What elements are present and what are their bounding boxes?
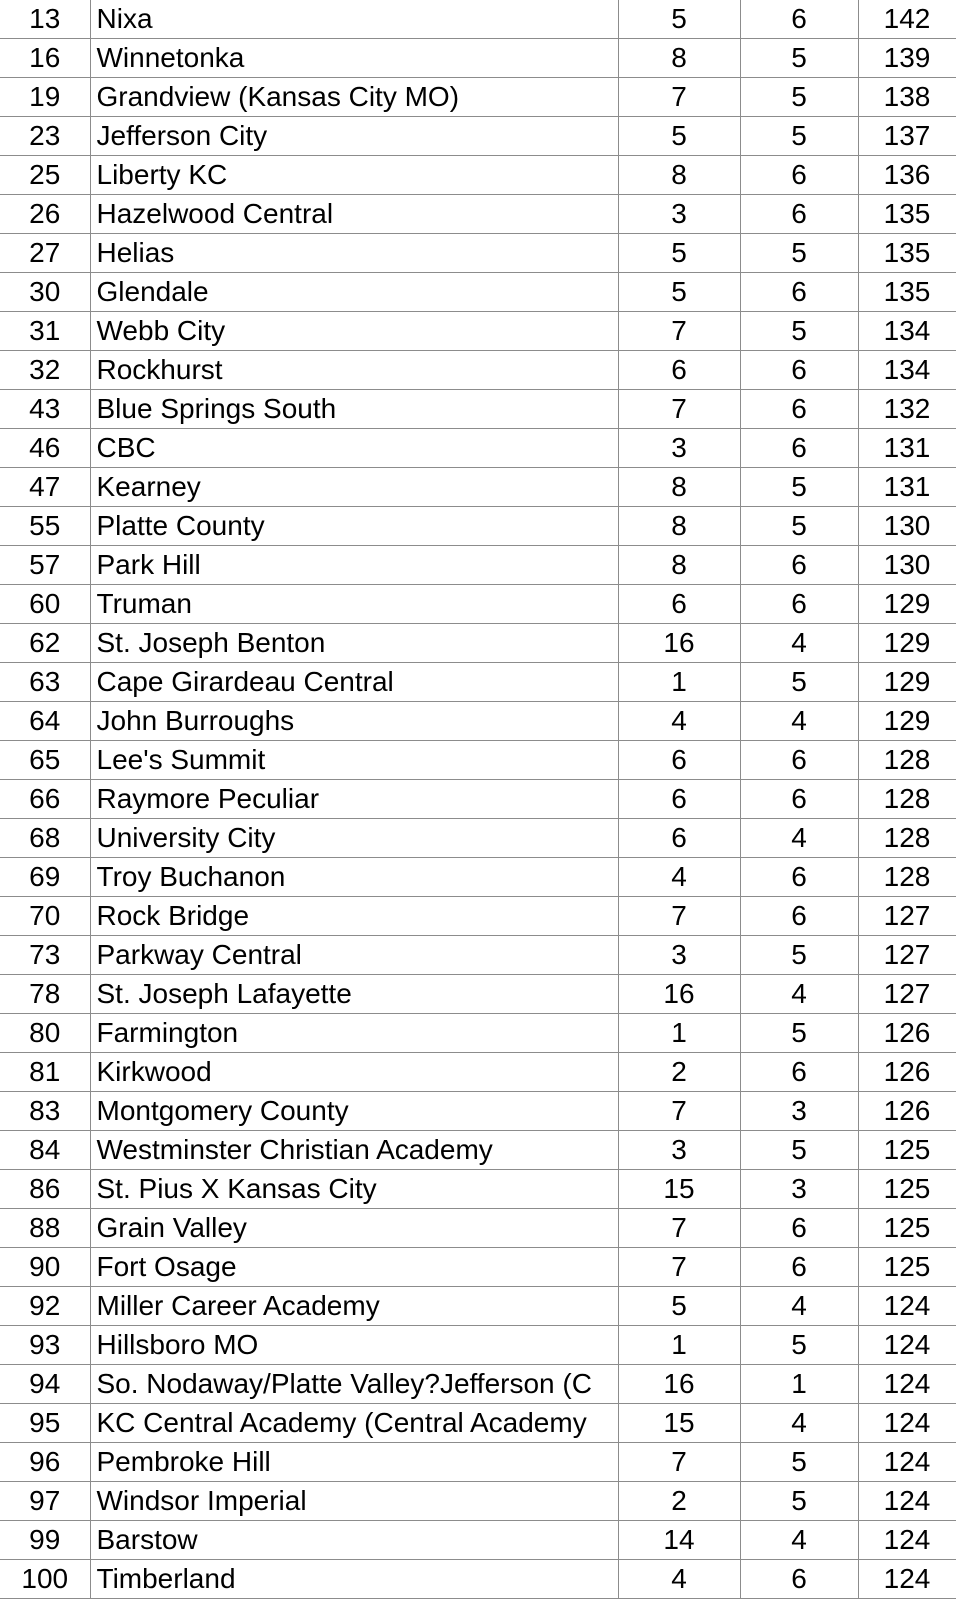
rank-cell[interactable]: 90 <box>0 1248 90 1287</box>
rank-cell[interactable]: 64 <box>0 702 90 741</box>
value-b-cell[interactable]: 1 <box>740 1365 858 1404</box>
rank-cell[interactable]: 84 <box>0 1131 90 1170</box>
rank-cell[interactable]: 93 <box>0 1326 90 1365</box>
school-name-cell[interactable]: Hillsboro MO <box>90 1326 618 1365</box>
table-row[interactable] <box>0 702 956 741</box>
school-name-cell[interactable]: Cape Girardeau Central <box>90 663 618 702</box>
score-cell[interactable]: 127 <box>858 936 956 975</box>
score-cell[interactable]: 134 <box>858 351 956 390</box>
score-cell[interactable]: 135 <box>858 273 956 312</box>
value-b-cell[interactable]: 6 <box>740 1209 858 1248</box>
table-row[interactable] <box>0 1404 956 1443</box>
value-b-cell[interactable]: 4 <box>740 624 858 663</box>
score-cell[interactable]: 129 <box>858 585 956 624</box>
value-b-cell[interactable]: 5 <box>740 1014 858 1053</box>
rank-cell[interactable]: 26 <box>0 195 90 234</box>
value-a-cell[interactable]: 1 <box>618 663 740 702</box>
school-name-cell[interactable]: St. Joseph Benton <box>90 624 618 663</box>
value-a-cell[interactable]: 5 <box>618 117 740 156</box>
rank-cell[interactable]: 57 <box>0 546 90 585</box>
score-cell[interactable]: 124 <box>858 1521 956 1560</box>
school-name-cell[interactable]: Hazelwood Central <box>90 195 618 234</box>
value-a-cell[interactable]: 16 <box>618 1365 740 1404</box>
table-row[interactable] <box>0 1521 956 1560</box>
score-cell[interactable]: 130 <box>858 507 956 546</box>
score-cell[interactable]: 126 <box>858 1092 956 1131</box>
value-a-cell[interactable]: 16 <box>618 975 740 1014</box>
value-b-cell[interactable]: 3 <box>740 1092 858 1131</box>
table-row[interactable] <box>0 936 956 975</box>
rank-cell[interactable]: 80 <box>0 1014 90 1053</box>
value-a-cell[interactable]: 8 <box>618 468 740 507</box>
rank-cell[interactable]: 68 <box>0 819 90 858</box>
rank-cell[interactable]: 88 <box>0 1209 90 1248</box>
school-name-cell[interactable]: Troy Buchanon <box>90 858 618 897</box>
value-a-cell[interactable]: 3 <box>618 1131 740 1170</box>
table-row[interactable] <box>0 468 956 507</box>
table-row[interactable] <box>0 351 956 390</box>
value-b-cell[interactable]: 6 <box>740 390 858 429</box>
value-a-cell[interactable]: 1 <box>618 1326 740 1365</box>
rank-cell[interactable]: 31 <box>0 312 90 351</box>
score-cell[interactable]: 124 <box>858 1404 956 1443</box>
table-row[interactable] <box>0 78 956 117</box>
rank-cell[interactable]: 96 <box>0 1443 90 1482</box>
value-a-cell[interactable]: 14 <box>618 1521 740 1560</box>
table-row[interactable] <box>0 780 956 819</box>
table-row[interactable] <box>0 1326 956 1365</box>
school-name-cell[interactable]: Rockhurst <box>90 351 618 390</box>
table-row[interactable] <box>0 117 956 156</box>
value-b-cell[interactable]: 5 <box>740 39 858 78</box>
value-b-cell[interactable]: 4 <box>740 702 858 741</box>
table-row[interactable] <box>0 195 956 234</box>
score-cell[interactable]: 137 <box>858 117 956 156</box>
value-a-cell[interactable]: 2 <box>618 1053 740 1092</box>
value-a-cell[interactable]: 4 <box>618 702 740 741</box>
score-cell[interactable]: 125 <box>858 1248 956 1287</box>
value-b-cell[interactable]: 6 <box>740 585 858 624</box>
rank-cell[interactable]: 27 <box>0 234 90 273</box>
school-name-cell[interactable]: Westminster Christian Academy <box>90 1131 618 1170</box>
rank-cell[interactable]: 23 <box>0 117 90 156</box>
table-row[interactable] <box>0 1482 956 1521</box>
table-row[interactable] <box>0 507 956 546</box>
value-a-cell[interactable]: 6 <box>618 819 740 858</box>
school-name-cell[interactable]: Winnetonka <box>90 39 618 78</box>
rank-cell[interactable]: 70 <box>0 897 90 936</box>
value-b-cell[interactable]: 5 <box>740 1326 858 1365</box>
school-name-cell[interactable]: Farmington <box>90 1014 618 1053</box>
value-a-cell[interactable]: 5 <box>618 0 740 39</box>
value-a-cell[interactable]: 7 <box>618 78 740 117</box>
value-a-cell[interactable]: 4 <box>618 858 740 897</box>
score-cell[interactable]: 125 <box>858 1170 956 1209</box>
value-b-cell[interactable]: 6 <box>740 546 858 585</box>
value-b-cell[interactable]: 5 <box>740 1443 858 1482</box>
school-name-cell[interactable]: Pembroke Hill <box>90 1443 618 1482</box>
table-row[interactable] <box>0 663 956 702</box>
table-row[interactable] <box>0 429 956 468</box>
score-cell[interactable]: 124 <box>858 1326 956 1365</box>
score-cell[interactable]: 131 <box>858 429 956 468</box>
school-name-cell[interactable]: KC Central Academy (Central Academy <box>90 1404 618 1443</box>
score-cell[interactable]: 138 <box>858 78 956 117</box>
school-name-cell[interactable]: Kearney <box>90 468 618 507</box>
score-cell[interactable]: 129 <box>858 702 956 741</box>
school-name-cell[interactable]: Grain Valley <box>90 1209 618 1248</box>
value-a-cell[interactable]: 8 <box>618 39 740 78</box>
table-row[interactable] <box>0 819 956 858</box>
value-b-cell[interactable]: 4 <box>740 1287 858 1326</box>
score-cell[interactable]: 132 <box>858 390 956 429</box>
value-b-cell[interactable]: 4 <box>740 819 858 858</box>
table-row[interactable] <box>0 1170 956 1209</box>
value-b-cell[interactable]: 6 <box>740 1248 858 1287</box>
value-b-cell[interactable]: 4 <box>740 1521 858 1560</box>
table-row[interactable] <box>0 858 956 897</box>
value-b-cell[interactable]: 6 <box>740 429 858 468</box>
value-b-cell[interactable]: 6 <box>740 1053 858 1092</box>
table-row[interactable] <box>0 1365 956 1404</box>
value-a-cell[interactable]: 7 <box>618 1092 740 1131</box>
rank-cell[interactable]: 66 <box>0 780 90 819</box>
table-row[interactable] <box>0 1443 956 1482</box>
school-name-cell[interactable]: St. Joseph Lafayette <box>90 975 618 1014</box>
school-name-cell[interactable]: Park Hill <box>90 546 618 585</box>
value-a-cell[interactable]: 7 <box>618 1248 740 1287</box>
rank-cell[interactable]: 100 <box>0 1560 90 1599</box>
school-name-cell[interactable]: CBC <box>90 429 618 468</box>
score-cell[interactable]: 126 <box>858 1014 956 1053</box>
rank-cell[interactable]: 86 <box>0 1170 90 1209</box>
value-b-cell[interactable]: 5 <box>740 1482 858 1521</box>
value-a-cell[interactable]: 1 <box>618 1014 740 1053</box>
value-a-cell[interactable]: 7 <box>618 897 740 936</box>
value-a-cell[interactable]: 3 <box>618 195 740 234</box>
table-row[interactable] <box>0 234 956 273</box>
value-a-cell[interactable]: 3 <box>618 429 740 468</box>
school-name-cell[interactable]: Grandview (Kansas City MO) <box>90 78 618 117</box>
score-cell[interactable]: 131 <box>858 468 956 507</box>
score-cell[interactable]: 128 <box>858 741 956 780</box>
value-b-cell[interactable]: 5 <box>740 507 858 546</box>
rank-cell[interactable]: 25 <box>0 156 90 195</box>
school-name-cell[interactable]: Windsor Imperial <box>90 1482 618 1521</box>
value-b-cell[interactable]: 4 <box>740 1404 858 1443</box>
value-a-cell[interactable]: 8 <box>618 507 740 546</box>
table-row[interactable] <box>0 975 956 1014</box>
table-row[interactable] <box>0 585 956 624</box>
school-name-cell[interactable]: Webb City <box>90 312 618 351</box>
score-cell[interactable]: 124 <box>858 1482 956 1521</box>
table-row[interactable] <box>0 897 956 936</box>
rank-cell[interactable]: 60 <box>0 585 90 624</box>
value-a-cell[interactable]: 16 <box>618 624 740 663</box>
rank-cell[interactable]: 95 <box>0 1404 90 1443</box>
value-a-cell[interactable]: 7 <box>618 1209 740 1248</box>
school-name-cell[interactable]: Glendale <box>90 273 618 312</box>
value-a-cell[interactable]: 6 <box>618 741 740 780</box>
value-b-cell[interactable]: 5 <box>740 117 858 156</box>
table-row[interactable] <box>0 546 956 585</box>
rank-cell[interactable]: 16 <box>0 39 90 78</box>
value-b-cell[interactable]: 6 <box>740 1560 858 1599</box>
rank-cell[interactable]: 55 <box>0 507 90 546</box>
rank-cell[interactable]: 94 <box>0 1365 90 1404</box>
score-cell[interactable]: 125 <box>858 1131 956 1170</box>
table-row[interactable] <box>0 0 956 39</box>
score-cell[interactable]: 124 <box>858 1365 956 1404</box>
value-b-cell[interactable]: 6 <box>740 858 858 897</box>
score-cell[interactable]: 134 <box>858 312 956 351</box>
school-name-cell[interactable]: Jefferson City <box>90 117 618 156</box>
school-name-cell[interactable]: Raymore Peculiar <box>90 780 618 819</box>
table-row[interactable] <box>0 1092 956 1131</box>
value-a-cell[interactable]: 15 <box>618 1170 740 1209</box>
value-b-cell[interactable]: 5 <box>740 1131 858 1170</box>
value-a-cell[interactable]: 7 <box>618 312 740 351</box>
rank-cell[interactable]: 32 <box>0 351 90 390</box>
rank-cell[interactable]: 19 <box>0 78 90 117</box>
score-cell[interactable]: 128 <box>858 858 956 897</box>
score-cell[interactable]: 127 <box>858 897 956 936</box>
rank-cell[interactable]: 63 <box>0 663 90 702</box>
school-name-cell[interactable]: Miller Career Academy <box>90 1287 618 1326</box>
rank-cell[interactable]: 92 <box>0 1287 90 1326</box>
score-cell[interactable]: 135 <box>858 195 956 234</box>
value-b-cell[interactable]: 6 <box>740 897 858 936</box>
score-cell[interactable]: 124 <box>858 1287 956 1326</box>
school-name-cell[interactable]: Rock Bridge <box>90 897 618 936</box>
value-a-cell[interactable]: 8 <box>618 546 740 585</box>
score-cell[interactable]: 129 <box>858 663 956 702</box>
school-name-cell[interactable]: So. Nodaway/Platte Valley?Jefferson (C <box>90 1365 618 1404</box>
rank-cell[interactable]: 83 <box>0 1092 90 1131</box>
value-b-cell[interactable]: 6 <box>740 0 858 39</box>
school-name-cell[interactable]: Fort Osage <box>90 1248 618 1287</box>
score-cell[interactable]: 127 <box>858 975 956 1014</box>
school-name-cell[interactable]: St. Pius X Kansas City <box>90 1170 618 1209</box>
value-b-cell[interactable]: 6 <box>740 780 858 819</box>
table-row[interactable] <box>0 390 956 429</box>
rank-cell[interactable]: 65 <box>0 741 90 780</box>
rank-cell[interactable]: 97 <box>0 1482 90 1521</box>
school-name-cell[interactable]: University City <box>90 819 618 858</box>
table-row[interactable] <box>0 1248 956 1287</box>
score-cell[interactable]: 130 <box>858 546 956 585</box>
rank-cell[interactable]: 69 <box>0 858 90 897</box>
value-a-cell[interactable]: 5 <box>618 273 740 312</box>
score-cell[interactable]: 124 <box>858 1443 956 1482</box>
score-cell[interactable]: 129 <box>858 624 956 663</box>
score-cell[interactable]: 136 <box>858 156 956 195</box>
rank-cell[interactable]: 43 <box>0 390 90 429</box>
rank-cell[interactable]: 47 <box>0 468 90 507</box>
value-a-cell[interactable]: 6 <box>618 585 740 624</box>
school-name-cell[interactable]: Platte County <box>90 507 618 546</box>
value-a-cell[interactable]: 6 <box>618 351 740 390</box>
school-name-cell[interactable]: Lee's Summit <box>90 741 618 780</box>
value-a-cell[interactable]: 15 <box>618 1404 740 1443</box>
value-b-cell[interactable]: 3 <box>740 1170 858 1209</box>
school-name-cell[interactable]: Truman <box>90 585 618 624</box>
rank-cell[interactable]: 81 <box>0 1053 90 1092</box>
table-row[interactable] <box>0 1053 956 1092</box>
table-row[interactable] <box>0 1287 956 1326</box>
score-cell[interactable]: 128 <box>858 780 956 819</box>
school-name-cell[interactable]: Liberty KC <box>90 156 618 195</box>
score-cell[interactable]: 128 <box>858 819 956 858</box>
score-cell[interactable]: 125 <box>858 1209 956 1248</box>
value-b-cell[interactable]: 6 <box>740 741 858 780</box>
school-name-cell[interactable]: Kirkwood <box>90 1053 618 1092</box>
value-b-cell[interactable]: 5 <box>740 663 858 702</box>
table-row[interactable] <box>0 1560 956 1599</box>
table-row[interactable] <box>0 39 956 78</box>
school-name-cell[interactable]: Blue Springs South <box>90 390 618 429</box>
table-row[interactable] <box>0 1209 956 1248</box>
table-row[interactable] <box>0 273 956 312</box>
value-a-cell[interactable]: 4 <box>618 1560 740 1599</box>
value-a-cell[interactable]: 5 <box>618 1287 740 1326</box>
value-b-cell[interactable]: 5 <box>740 78 858 117</box>
value-a-cell[interactable]: 3 <box>618 936 740 975</box>
school-name-cell[interactable]: Parkway Central <box>90 936 618 975</box>
value-a-cell[interactable]: 8 <box>618 156 740 195</box>
rank-cell[interactable]: 73 <box>0 936 90 975</box>
school-name-cell[interactable]: Montgomery County <box>90 1092 618 1131</box>
value-b-cell[interactable]: 5 <box>740 936 858 975</box>
rank-cell[interactable]: 99 <box>0 1521 90 1560</box>
value-a-cell[interactable]: 7 <box>618 1443 740 1482</box>
value-a-cell[interactable]: 2 <box>618 1482 740 1521</box>
value-b-cell[interactable]: 6 <box>740 351 858 390</box>
table-row[interactable] <box>0 312 956 351</box>
value-b-cell[interactable]: 5 <box>740 234 858 273</box>
score-cell[interactable]: 142 <box>858 0 956 39</box>
value-a-cell[interactable]: 6 <box>618 780 740 819</box>
rank-cell[interactable]: 46 <box>0 429 90 468</box>
rank-cell[interactable]: 62 <box>0 624 90 663</box>
value-a-cell[interactable]: 5 <box>618 234 740 273</box>
school-name-cell[interactable]: Barstow <box>90 1521 618 1560</box>
rank-cell[interactable]: 78 <box>0 975 90 1014</box>
score-cell[interactable]: 124 <box>858 1560 956 1599</box>
table-row[interactable] <box>0 1131 956 1170</box>
score-cell[interactable]: 135 <box>858 234 956 273</box>
table-row[interactable] <box>0 741 956 780</box>
score-cell[interactable]: 126 <box>858 1053 956 1092</box>
value-b-cell[interactable]: 4 <box>740 975 858 1014</box>
value-b-cell[interactable]: 6 <box>740 195 858 234</box>
school-name-cell[interactable]: Timberland <box>90 1560 618 1599</box>
school-name-cell[interactable]: Nixa <box>90 0 618 39</box>
school-name-cell[interactable]: Helias <box>90 234 618 273</box>
score-cell[interactable]: 139 <box>858 39 956 78</box>
rank-cell[interactable]: 30 <box>0 273 90 312</box>
rank-cell[interactable]: 13 <box>0 0 90 39</box>
value-b-cell[interactable]: 6 <box>740 156 858 195</box>
value-b-cell[interactable]: 5 <box>740 312 858 351</box>
table-row[interactable] <box>0 624 956 663</box>
value-a-cell[interactable]: 7 <box>618 390 740 429</box>
table-row[interactable] <box>0 1014 956 1053</box>
value-b-cell[interactable]: 6 <box>740 273 858 312</box>
value-b-cell[interactable]: 5 <box>740 468 858 507</box>
table-row[interactable] <box>0 156 956 195</box>
school-name-cell[interactable]: John Burroughs <box>90 702 618 741</box>
